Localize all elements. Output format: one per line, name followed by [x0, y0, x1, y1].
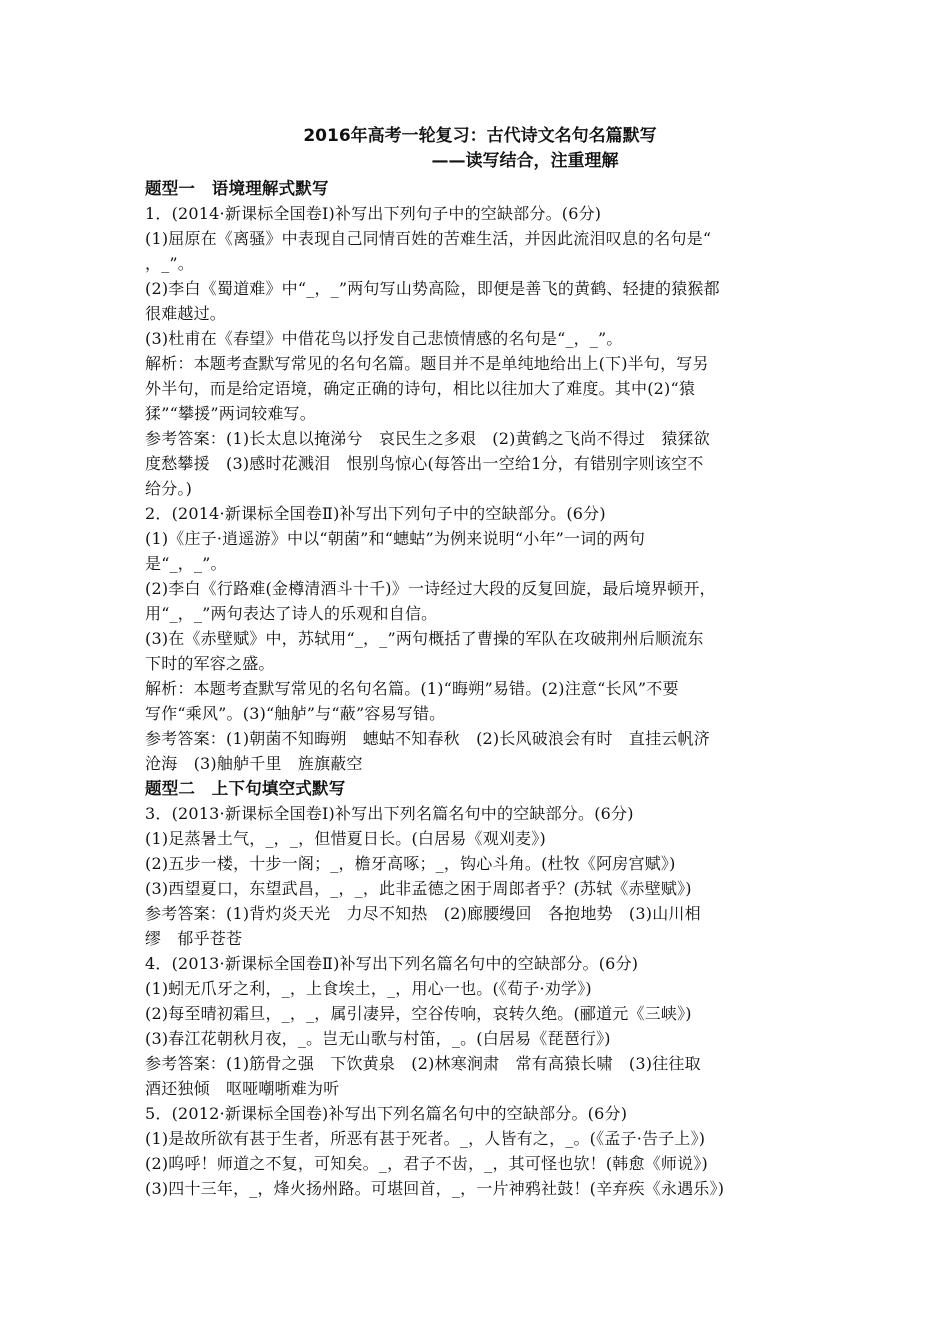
text-line: (1)足蒸暑土气，_，_，但惜夏日长。(白居易《观刈麦》) — [145, 829, 546, 848]
document-subtitle: ——读写结合，注重理解 — [431, 151, 619, 171]
text-line: (2)李白《蜀道难》中“_，_”两句写山势高险，即便是善飞的黄鹤、轻捷的猿猴都 — [145, 279, 720, 298]
text-line: 给分。) — [145, 479, 193, 498]
text-line: 外半句，而是给定语境，确定正确的诗句，相比以往加大了难度。其中(2)“猿 — [145, 379, 696, 398]
text-line: (3)春江花朝秋月夜，_。岂无山歌与村笛，_。(白居易《琵琶行》) — [145, 1029, 611, 1048]
section-heading: 题型二 上下句填空式默写 — [145, 779, 346, 798]
text-line: 2．(2014·新课标全国卷Ⅱ)补写出下列句子中的空缺部分。(6分) — [145, 504, 606, 523]
text-line: (3)在《赤壁赋》中，苏轼用“_，_”两句概括了曹操的军队在攻破荆州后顺流东 — [145, 629, 704, 648]
text-line: 用“_，_”两句表达了诗人的乐观和自信。 — [145, 604, 438, 623]
text-line: (3)杜甫在《春望》中借花鸟以抒发自己悲愤情感的名句是“_，_”。 — [145, 329, 623, 348]
text-line: 参考答案：(1)背灼炎天光 力尽不知热 (2)廊腰缦回 各抱地势 (3)山川相 — [145, 904, 701, 923]
document-title: 2016年高考一轮复习：古代诗文名句名篇默写 — [303, 126, 657, 146]
text-line: (1)《庄子·逍遥游》中以“朝菌”和“蟪蛄”为例来说明“小年”一词的两句 — [145, 529, 646, 548]
text-line: (3)西望夏口，东望武昌，_，_，此非孟德之困于周郎者乎？(苏轼《赤壁赋》) — [145, 879, 692, 898]
text-line: 3．(2013·新课标全国卷Ⅰ)补写出下列名篇名句中的空缺部分。(6分) — [145, 804, 634, 823]
section-heading: 题型一 语境理解式默写 — [145, 179, 329, 198]
text-line: 度愁攀援 (3)感时花溅泪 恨别鸟惊心(每答出一空给1分，有错别字则该空不 — [145, 454, 704, 473]
text-line: 解析：本题考查默写常见的名句名篇。题目并不是单纯地给出上(下)半句，写另 — [145, 354, 709, 373]
text-line: 下时的军容之盛。 — [145, 654, 275, 673]
text-line: (2)每至晴初霜旦，_，_，属引凄异，空谷传响，哀转久绝。(郦道元《三峡》) — [145, 1004, 692, 1023]
text-line: 写作“乘风”。(3)“舳舻”与“蔽”容易写错。 — [145, 704, 446, 723]
text-line: 参考答案：(1)朝菌不知晦朔 蟪蛄不知春秋 (2)长风破浪会有时 直挂云帆济 — [145, 729, 710, 748]
text-line: 猱”“攀援”两词较难写。 — [145, 404, 316, 423]
text-line: 缪 郁乎苍苍 — [145, 929, 243, 948]
text-line: 解析：本题考查默写常见的名句名篇。(1)“晦朔”易错。(2)注意“长风”不要 — [145, 679, 679, 698]
text-line: (2)李白《行路难(金樽清酒斗十千)》一诗经过大段的反复回旋，最后境界顿开， — [145, 579, 716, 598]
text-line: 5．(2012·新课标全国卷)补写出下列名篇名句中的空缺部分。(6分) — [145, 1104, 628, 1123]
text-line: (3)四十三年，_，烽火扬州路。可堪回首，_，一片神鸦社鼓！(辛弃疾《永遇乐》) — [145, 1179, 725, 1198]
text-line: 沧海 (3)舳舻千里 旌旗蔽空 — [145, 754, 363, 773]
text-line: (2)五步一楼，十步一阁；_，檐牙高啄；_，钩心斗角。(杜牧《阿房宫赋》) — [145, 854, 676, 873]
text-line: (1)是故所欲有甚于生者，所恶有甚于死者。_，人皆有之，_。(《孟子·告子上》) — [145, 1129, 706, 1148]
text-line: (1)蚓无爪牙之利，_，上食埃土，_，用心一也。(《荀子·劝学》) — [145, 979, 592, 998]
text-line: 酒还独倾 呕哑嘲哳难为听 — [145, 1079, 340, 1098]
text-line: ，_”。 — [145, 254, 194, 273]
text-line: 是“_，_”。 — [145, 554, 227, 573]
text-line: 参考答案：(1)筋骨之强 下饮黄泉 (2)林寒涧肃 常有高猿长啸 (3)往往取 — [145, 1054, 701, 1073]
text-line: (1)屈原在《离骚》中表现自己同情百姓的苦难生活，并因此流泪叹息的名句是“ — [145, 229, 712, 248]
title-block — [0, 124, 950, 174]
text-line: 1．(2014·新课标全国卷Ⅰ)补写出下列句子中的空缺部分。(6分) — [145, 204, 602, 223]
text-line: 参考答案：(1)长太息以掩涕兮 哀民生之多艰 (2)黄鹤之飞尚不得过 猿猱欲 — [145, 429, 710, 448]
text-line: 很难越过。 — [145, 304, 227, 323]
text-line: 4．(2013·新课标全国卷Ⅱ)补写出下列名篇名句中的空缺部分。(6分) — [145, 954, 639, 973]
document-body — [145, 176, 810, 1201]
text-line: (2)呜呼！师道之不复，可知矣。_，君子不齿，_，其可怪也欤！(韩愈《师说》) — [145, 1154, 708, 1173]
